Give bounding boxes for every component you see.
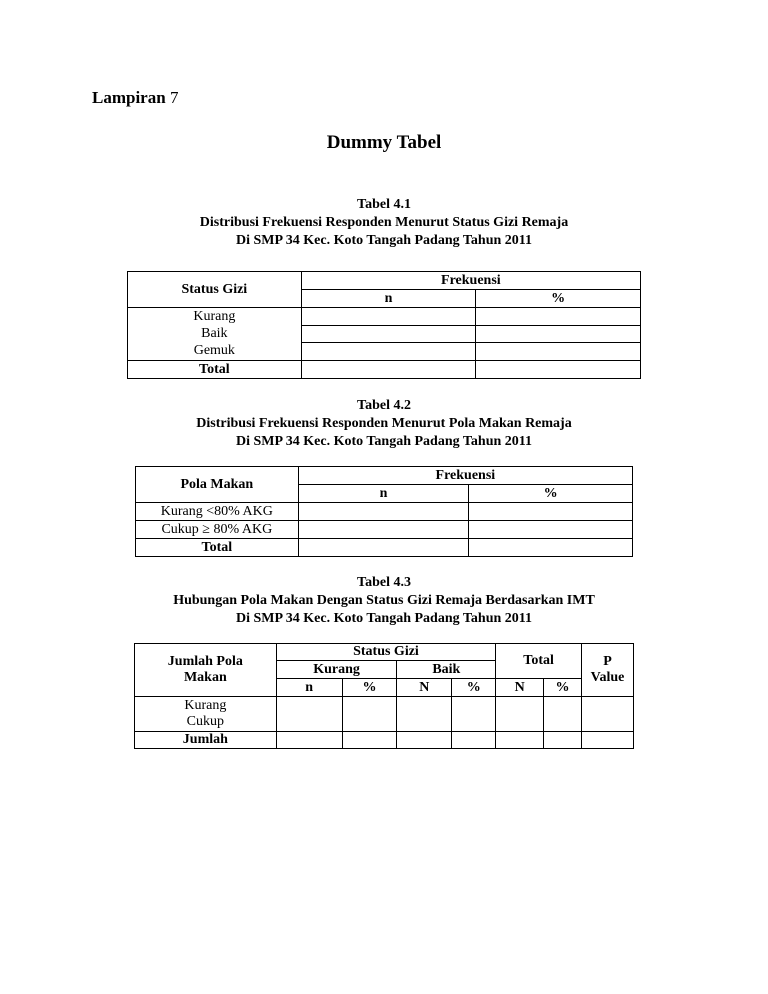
row-total: Total [136, 539, 299, 557]
header-kurang: Kurang [276, 661, 397, 679]
cell [469, 521, 633, 539]
cell [301, 361, 476, 379]
header-percent: % [469, 485, 633, 503]
header-status-gizi: Status Gizi [276, 644, 496, 661]
header-n: n [276, 679, 342, 697]
header-baik: Baik [397, 661, 496, 679]
table3-caption-number: Tabel 4.3 [357, 575, 411, 590]
cell [544, 697, 582, 732]
header-p-line1: P [603, 654, 612, 669]
table1-caption-number: Tabel 4.1 [357, 197, 411, 212]
cell [276, 697, 342, 732]
row-label: Kurang <80% AKG [136, 503, 299, 521]
cell [342, 697, 397, 732]
header-percent: % [342, 679, 397, 697]
row-label: Gemuk [128, 343, 302, 361]
cell [476, 361, 641, 379]
header-percent: % [476, 290, 641, 308]
cell [301, 308, 476, 326]
header-p-value [582, 644, 634, 697]
header-jumlah-line1: Jumlah Pola [167, 654, 243, 669]
row-label: Cukup [186, 714, 225, 729]
table-4-2 [135, 466, 633, 557]
header-jumlah-pola-makan [135, 644, 277, 697]
cell [452, 732, 496, 749]
header-percent: % [452, 679, 496, 697]
header-total: Total [496, 644, 582, 679]
cell [476, 343, 641, 361]
table-4-3 [134, 643, 634, 749]
table2-caption-title: Distribusi Frekuensi Responden Menurut Pola Makan Remaja [196, 416, 572, 431]
row-label: Kurang [184, 698, 227, 713]
header-status-gizi: Status Gizi [128, 272, 302, 308]
cell [496, 732, 544, 749]
cell [496, 697, 544, 732]
header-jumlah-line2: Makan [183, 670, 227, 685]
table3-caption-location: Di SMP 34 Kec. Koto Tangah Padang Tahun 2011 [235, 611, 533, 626]
appendix-number: 7 [169, 88, 179, 107]
row-total: Total [128, 361, 302, 379]
header-N: N [397, 679, 452, 697]
row-labels [135, 697, 277, 732]
cell [452, 697, 496, 732]
cell [298, 503, 469, 521]
row-label: Cukup ≥ 80% AKG [136, 521, 299, 539]
header-N: N [496, 679, 544, 697]
cell [298, 539, 469, 557]
header-percent: % [544, 679, 582, 697]
row-label: Kurang [128, 308, 302, 326]
header-pola-makan: Pola Makan [136, 467, 299, 503]
cell [397, 732, 452, 749]
page-title: Dummy Tabel [326, 132, 442, 153]
row-label: Baik [128, 326, 302, 343]
appendix-word: Lampiran [92, 88, 166, 107]
cell [342, 732, 397, 749]
table2-caption-location: Di SMP 34 Kec. Koto Tangah Padang Tahun 2011 [235, 434, 533, 449]
header-frekuensi: Frekuensi [301, 272, 640, 290]
row-jumlah: Jumlah [135, 732, 277, 749]
cell [397, 697, 452, 732]
cell [301, 343, 476, 361]
cell [469, 503, 633, 521]
cell [544, 732, 582, 749]
cell [582, 732, 634, 749]
header-p-line2: Value [590, 670, 625, 685]
table1-caption-location: Di SMP 34 Kec. Koto Tangah Padang Tahun 2011 [235, 233, 533, 248]
table2-caption-number: Tabel 4.2 [357, 398, 411, 413]
cell [476, 326, 641, 343]
cell [469, 539, 633, 557]
cell [476, 308, 641, 326]
table-4-1 [127, 271, 641, 379]
header-n: n [301, 290, 476, 308]
table1-caption-title: Distribusi Frekuensi Responden Menurut Status Gizi Remaja [199, 215, 569, 230]
cell [301, 326, 476, 343]
header-n: n [298, 485, 469, 503]
header-frekuensi: Frekuensi [298, 467, 632, 485]
table3-caption-title: Hubungan Pola Makan Dengan Status Gizi Remaja Berdasarkan IMT [173, 593, 595, 608]
cell [582, 697, 634, 732]
cell [298, 521, 469, 539]
cell [276, 732, 342, 749]
appendix-label [92, 88, 178, 108]
